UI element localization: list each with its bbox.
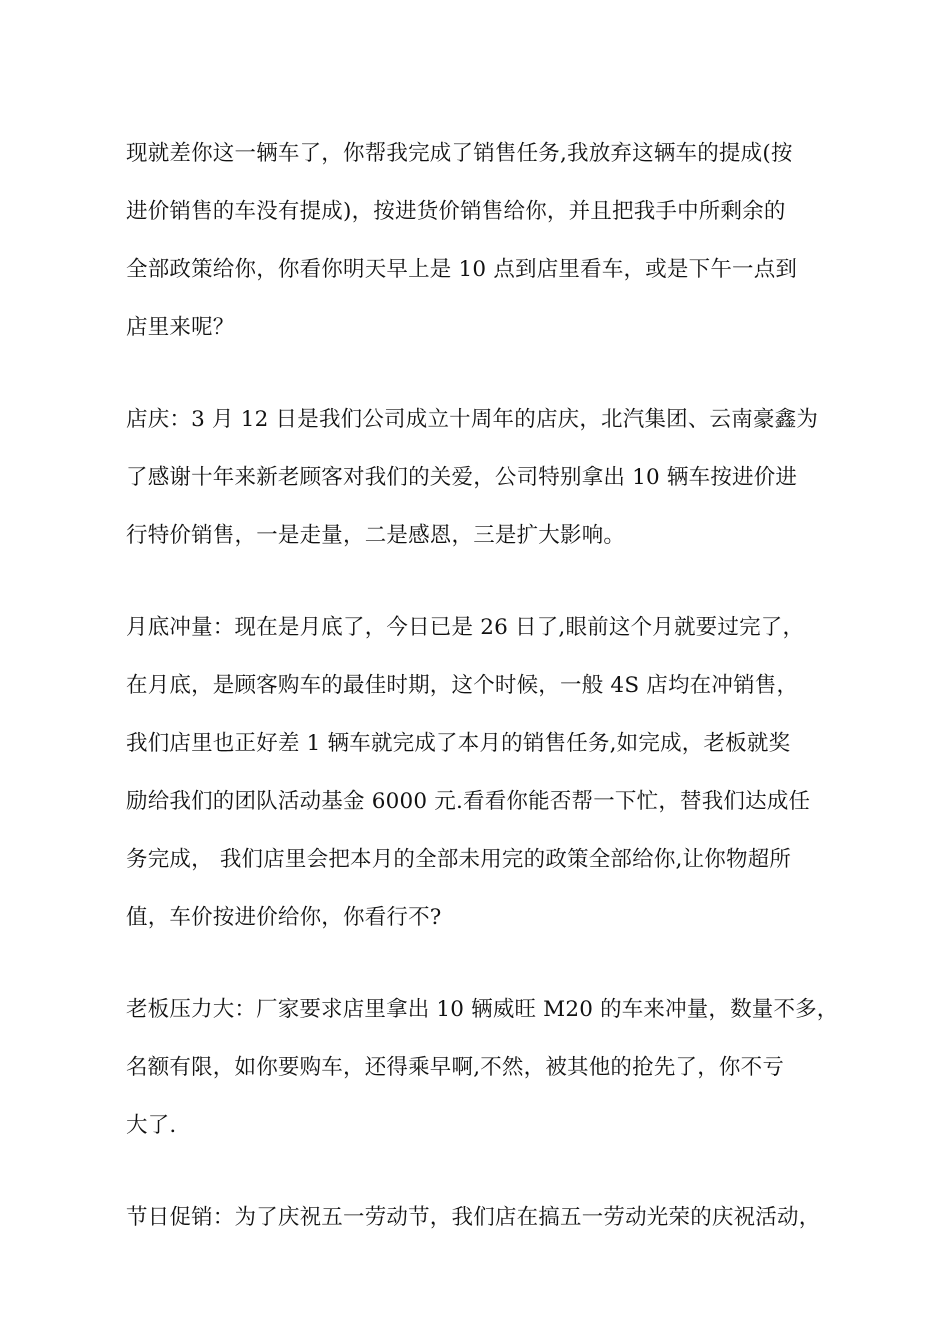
- text-line: 励给我们的团队活动基金 6000 元.看看你能否帮一下忙，替我们达成任: [126, 789, 811, 814]
- text-line: 我们店里也正好差 1 辆车就完成了本月的销售任务,如完成，老板就奖: [126, 731, 791, 756]
- text-line: 全部政策给你，你看你明天早上是 10 点到店里看车，或是下午一点到: [126, 257, 798, 282]
- text-line: 月底冲量：现在是月底了，今日已是 26 日了,眼前这个月就要过完了，: [126, 615, 805, 640]
- text-line: 名额有限，如你要购车，还得乘早啊,不然，被其他的抢先了，你不亏: [126, 1055, 785, 1080]
- text-line: 店庆：3 月 12 日是我们公司成立十周年的店庆，北汽集团、云南豪鑫为: [126, 407, 819, 432]
- text-line: 了感谢十年来新老顾客对我们的关爱，公司特别拿出 10 辆车按进价进: [126, 465, 798, 490]
- text-line: 行特价销售，一是走量，二是感恩，三是扩大影响。: [126, 523, 626, 548]
- text-line: 老板压力大：厂家要求店里拿出 10 辆威旺 M20 的车来冲量，数量不多，: [126, 997, 839, 1022]
- text-line: 大了.: [126, 1113, 177, 1138]
- text-line: 现就差你这一辆车了，你帮我完成了销售任务,我放弃这辆车的提成(按: [126, 141, 793, 166]
- text-line: 进价销售的车没有提成)，按进货价销售给你，并且把我手中所剩余的: [126, 199, 786, 224]
- text-line: 店里来呢？: [126, 315, 235, 340]
- text-line: 在月底，是顾客购车的最佳时期，这个时候，一般 4S 店均在冲销售，: [126, 673, 799, 698]
- paragraph-holiday-promo: [126, 1189, 838, 1247]
- paragraph-month-end: [126, 599, 838, 947]
- text-line: 节日促销：为了庆祝五一劳动节，我们店在搞五一劳动光荣的庆祝活动，: [126, 1205, 821, 1230]
- text-line: 值，车价按进价给你，你看行不?: [126, 905, 442, 930]
- paragraph-anniversary: [126, 391, 838, 565]
- paragraph-boss-pressure: [126, 981, 838, 1155]
- paragraph-closing-offer: [126, 125, 838, 357]
- text-line: 务完成， 我们店里会把本月的全部未用完的政策全部给你,让你物超所: [126, 847, 792, 872]
- document-page: [126, 125, 838, 1281]
